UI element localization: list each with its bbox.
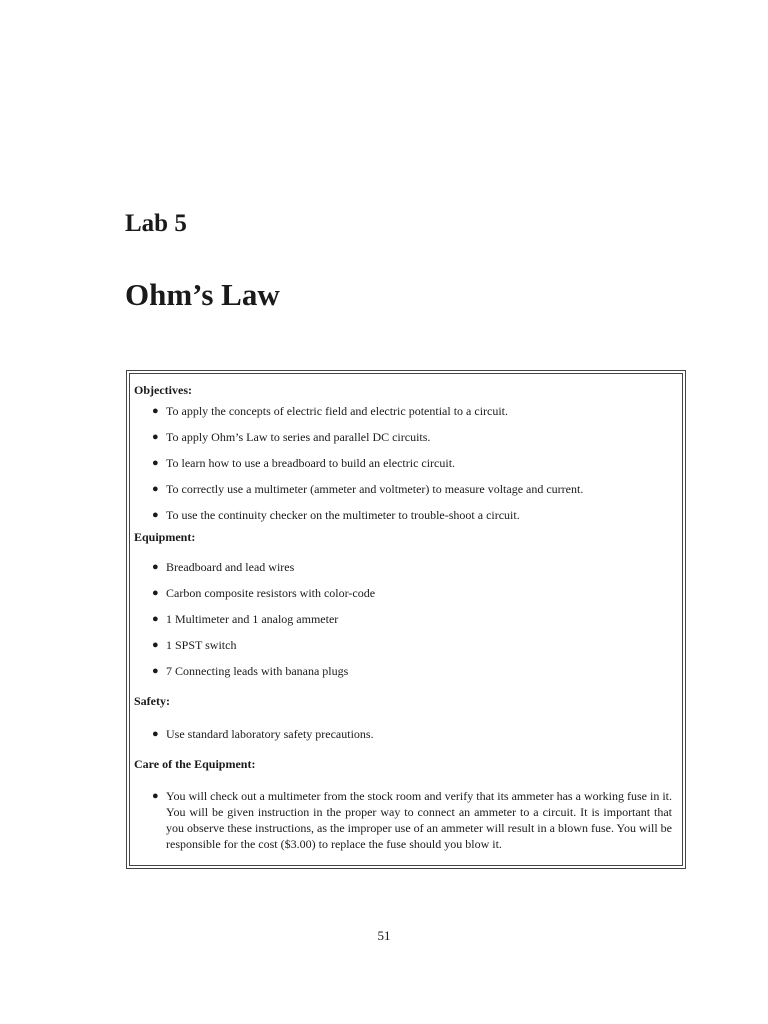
objective-item — [152, 429, 672, 445]
equipment-text: 1 SPST switch — [166, 638, 237, 652]
bullet-icon: ● — [152, 728, 159, 740]
summary-box — [126, 370, 686, 869]
equipment-text: 1 Multimeter and 1 analog ammeter — [166, 612, 339, 626]
summary-box-inner — [129, 373, 683, 866]
bullet-icon: ● — [152, 639, 159, 651]
objective-item — [152, 507, 672, 523]
bullet-icon: ● — [152, 561, 159, 573]
bullet-icon: ● — [152, 483, 159, 495]
equipment-text: Breadboard and lead wires — [166, 560, 295, 574]
bullet-icon: ● — [152, 665, 159, 677]
equipment-item — [152, 585, 672, 601]
objective-item — [152, 455, 672, 471]
bullet-icon: ● — [152, 509, 159, 521]
equipment-item — [152, 611, 672, 627]
care-heading: Care of the Equipment: — [134, 757, 256, 771]
bullet-icon: ● — [152, 790, 159, 802]
bullet-icon: ● — [152, 431, 159, 443]
safety-heading: Safety: — [134, 694, 170, 708]
objective-text: To correctly use a multimeter (ammeter and voltmeter) to measure voltage and current. — [166, 482, 584, 496]
equipment-item — [152, 663, 672, 679]
objective-text: To apply Ohm’s Law to series and parallel DC circuits. — [166, 430, 431, 444]
objective-text: To apply the concepts of electric field and electric potential to a circuit. — [166, 404, 509, 418]
page-number: 51 — [377, 928, 391, 943]
objective-text: To learn how to use a breadboard to build an electric circuit. — [166, 456, 456, 470]
chapter-label: Lab 5 — [125, 210, 187, 237]
equipment-text: Carbon composite resistors with color-code — [166, 586, 376, 600]
page-title: Ohm’s Law — [125, 277, 280, 312]
care-item — [152, 788, 672, 852]
equipment-text: 7 Connecting leads with banana plugs — [166, 664, 349, 678]
objectives-heading: Objectives: — [134, 383, 192, 397]
bullet-icon: ● — [152, 457, 159, 469]
equipment-item — [152, 637, 672, 653]
bullet-icon: ● — [152, 587, 159, 599]
bullet-icon: ● — [152, 613, 159, 625]
equipment-item — [152, 559, 672, 575]
care-text: You will check out a multimeter from the stock room and verify that its ammeter has a working fuse in it. You will be given instruction in the proper way to connect an ammeter to a circuit. It is important that you observe these instructions, as the improper use of an ammeter will result in a blown fuse. You will be responsible for the cost ($3.00) to replace the fuse should you blow it. — [166, 789, 672, 851]
equipment-heading: Equipment: — [134, 530, 196, 544]
objective-text: To use the continuity checker on the multimeter to trouble-shoot a circuit. — [166, 508, 520, 522]
safety-item — [152, 726, 672, 742]
bullet-icon: ● — [152, 405, 159, 417]
objective-item — [152, 403, 672, 419]
safety-text: Use standard laboratory safety precautions. — [166, 727, 374, 741]
objective-item — [152, 481, 672, 497]
